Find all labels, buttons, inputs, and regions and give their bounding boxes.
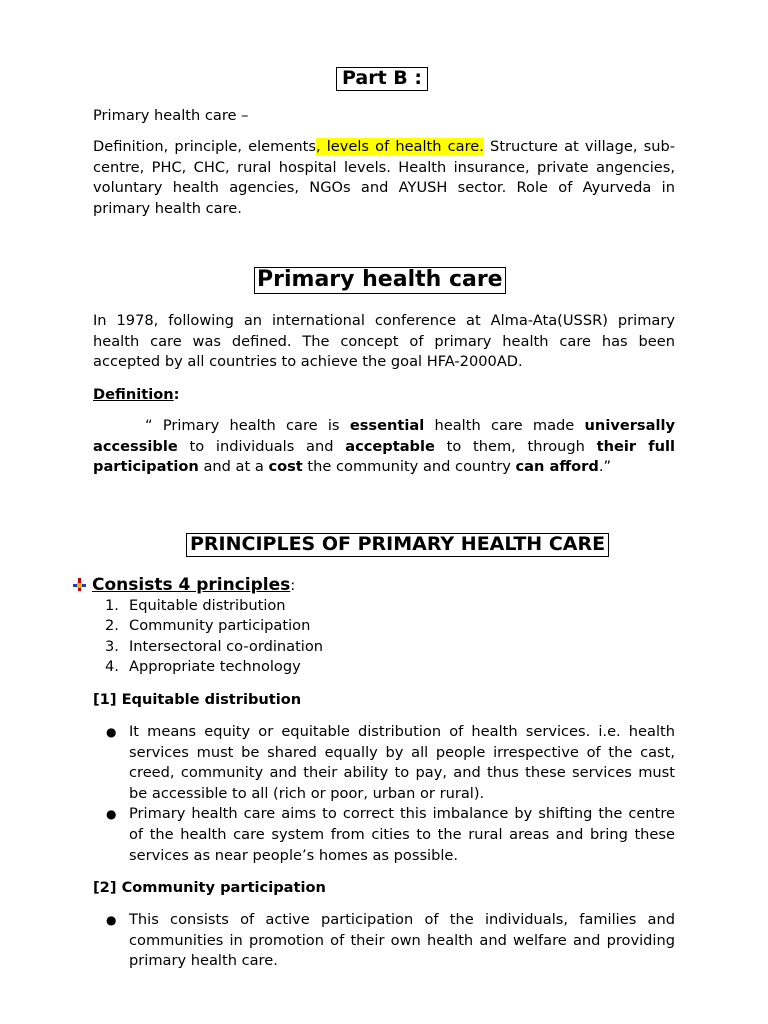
list-item-text: Equitable distribution — [129, 597, 286, 614]
equitable-distribution-heading: [1] Equitable distribution — [93, 691, 302, 708]
syllabus-text-after: Structure at village, sub-centre, PHC, CHC, rural hospital levels. Health insurance, private angencies, voluntary health agencies, NGOs and AYUSH sector. Role of Ayurveda in primary health care. — [93, 138, 675, 217]
list-item — [93, 596, 323, 616]
bullet-dot-icon: ● — [106, 913, 117, 927]
four-point-star-bullet-icon — [73, 578, 86, 591]
definition-bold: universally accessible — [93, 417, 675, 455]
definition-bold: can afford — [515, 458, 599, 476]
list-number: 3. — [105, 637, 119, 655]
list-item-text: Appropriate technology — [129, 657, 301, 675]
definition-text: .” — [598, 458, 612, 476]
equitable-bullets — [93, 722, 675, 866]
bullet-text: Primary health care aims to correct this imbalance by shifting the centre of the health care system from cities to the rural areas and bring these services as near people’s homes as possible. — [129, 805, 675, 864]
definition-bold: their full participation — [93, 437, 676, 476]
consists-label: Consists 4 principles — [92, 575, 291, 595]
principles-list — [93, 596, 323, 677]
syllabus-paragraph — [93, 137, 675, 219]
bullet-text: It means equity or equitable distribution of health services. i.e. health services must be shared equally by all people irrespective of the cast, creed, community and their ability to pay, and thus these services must be accessible to all (rich or poor, urban or rural). — [129, 723, 675, 802]
bullet-dot-icon: ● — [106, 725, 117, 739]
bullet-text: This consists of active participation of the individuals, families and communities in promotion of their own health and welfare and providing primary health care. — [129, 911, 675, 970]
list-number: 1. — [105, 597, 119, 614]
syllabus-highlight: , levels of health care. — [315, 138, 484, 155]
community-participation-heading: [2] Community participation — [93, 879, 326, 896]
syllabus-text-before: Definition, principle, elements — [93, 138, 316, 155]
list-item — [93, 657, 323, 677]
definition-colon: : — [173, 386, 180, 403]
list-number: 4. — [105, 657, 119, 675]
bullet-item — [93, 804, 675, 866]
syllabus-heading-line: Primary health care – — [93, 107, 249, 124]
list-item — [93, 616, 323, 636]
definition-heading — [93, 385, 179, 405]
consists-heading — [73, 574, 295, 597]
principles-title: PRINCIPLES OF PRIMARY HEALTH CARE — [186, 533, 609, 557]
primary-intro-paragraph: In 1978, following an international conference at Alma-Ata(USSR) primary health care was defined. The concept of primary health care has been accepted by all countries to achieve the goal HFA-2000AD. — [93, 312, 675, 371]
definition-label: Definition — [93, 386, 174, 403]
definition-text: health care made — [424, 417, 585, 434]
list-item-text: Intersectoral co-ordination — [129, 637, 324, 655]
community-bullets — [93, 910, 675, 972]
definition-bold: acceptable — [345, 437, 435, 455]
definition-text: to them, through — [434, 437, 597, 455]
definition-text: to individuals and — [177, 437, 346, 455]
definition-text: and at a — [198, 458, 269, 476]
definition-bold: cost — [268, 458, 303, 476]
bullet-item — [93, 722, 675, 804]
part-b-title: Part B : — [336, 67, 428, 91]
bullet-item — [93, 910, 675, 972]
list-item-text: Community participation — [129, 617, 311, 635]
list-item — [93, 637, 323, 657]
list-number: 2. — [105, 617, 119, 635]
primary-health-care-title: Primary health care — [254, 267, 506, 294]
definition-paragraph — [93, 416, 675, 478]
consists-colon: : — [290, 577, 296, 594]
definition-text: “ Primary health care is — [145, 417, 350, 434]
definition-bold: essential — [349, 417, 425, 434]
definition-text: the community and country — [302, 458, 516, 476]
bullet-dot-icon: ● — [106, 807, 117, 822]
